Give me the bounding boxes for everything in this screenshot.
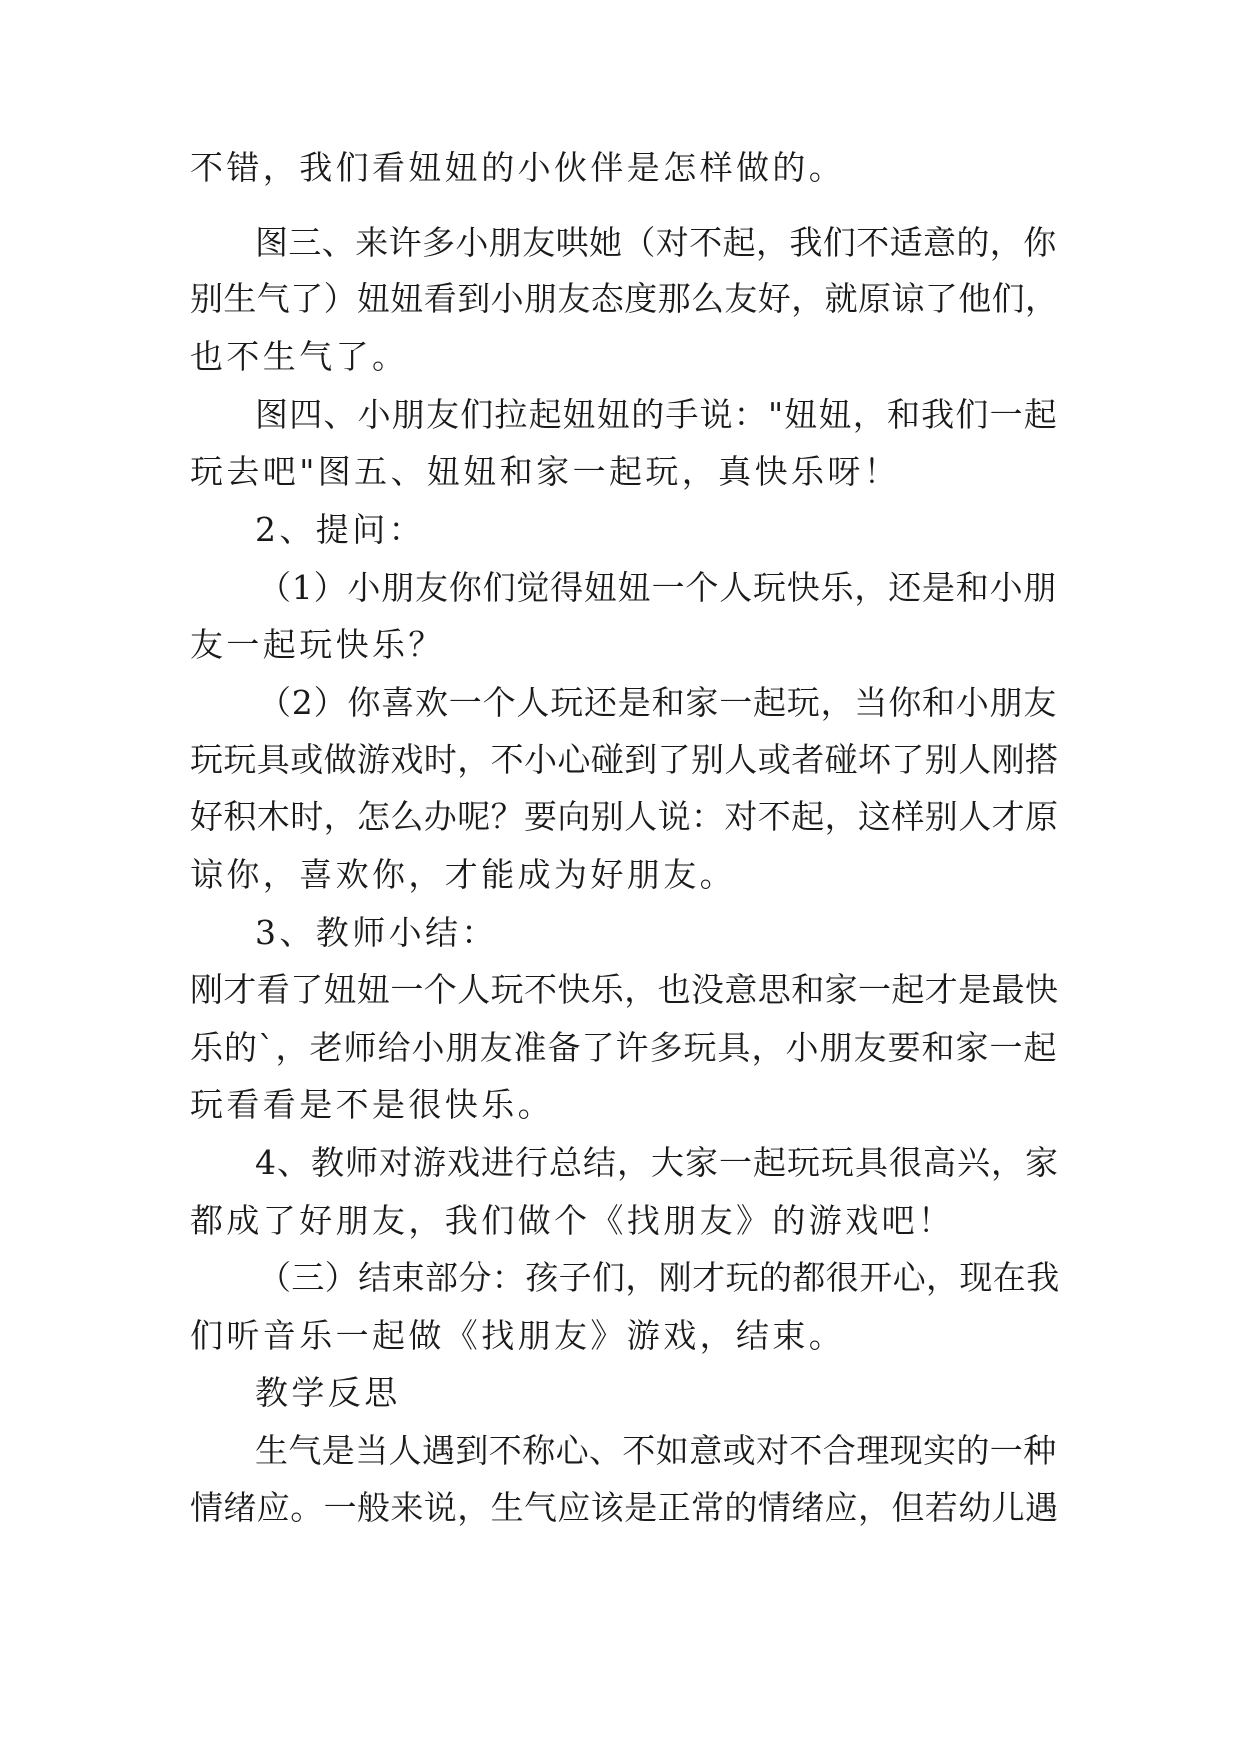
text-line-11: 玩玩具或做游戏时，不小心碰到了别人或者碰坏了别人刚搭	[190, 740, 1059, 779]
text-line-19: 都成了好朋友，我们做个《找朋友》的游戏吧！	[190, 1201, 955, 1240]
text-line-10: （2）你喜欢一个人玩还是和家一起玩，当你和小朋友	[258, 683, 1058, 722]
text-line-5: 图四、小朋友们拉起妞妞的手说："妞妞，和我们一起	[255, 395, 1058, 434]
text-line-23: 生气是当人遇到不称心、不如意或对不合理现实的一种	[255, 1431, 1057, 1470]
text-line-16: 乐的`，老师给小朋友准备了许多玩具，小朋友要和家一起	[190, 1028, 1058, 1067]
text-line-20: （三）结束部分：孩子们，刚才玩的都很开心，现在我	[258, 1258, 1060, 1297]
text-line-14: 3、教师小结：	[255, 913, 498, 952]
text-line-17: 玩看看是不是很快乐。	[190, 1085, 554, 1124]
text-line-12: 好积木时，怎么办呢？要向别人说：对不起，这样别人才原	[190, 797, 1059, 836]
text-line-2: 图三、来许多小朋友哄她（对不起，我们不适意的，你	[255, 223, 1057, 262]
text-line-8: （1）小朋友你们觉得妞妞一个人玩快乐，还是和小朋	[258, 568, 1058, 607]
text-line-15: 刚才看了妞妞一个人玩不快乐，也没意思和家一起才是最快	[190, 970, 1059, 1009]
text-line-13: 谅你，喜欢你，才能成为好朋友。	[190, 855, 736, 894]
text-line-18: 4、教师对游戏进行总结，大家一起玩玩具很高兴，家	[255, 1143, 1059, 1182]
text-line-4: 也不生气了。	[190, 337, 409, 376]
text-line-3: 别生气了）妞妞看到小朋友态度那么友好，就原谅了他们，	[190, 279, 1059, 318]
text-line-7: 2、提问：	[255, 510, 425, 549]
text-line-24: 情绪应。一般来说，生气应该是正常的情绪应，但若幼儿遇	[190, 1488, 1059, 1527]
text-line-9: 友一起玩快乐？	[190, 625, 445, 664]
text-line-22: 教学反思	[255, 1373, 401, 1412]
text-line-1: 不错，我们看妞妞的小伙伴是怎样做的。	[190, 148, 846, 187]
text-line-6: 玩去吧"图五、妞妞和家一起玩，真快乐呀！	[190, 452, 901, 491]
text-line-21: 们听音乐一起做《找朋友》游戏，结束。	[190, 1316, 846, 1355]
